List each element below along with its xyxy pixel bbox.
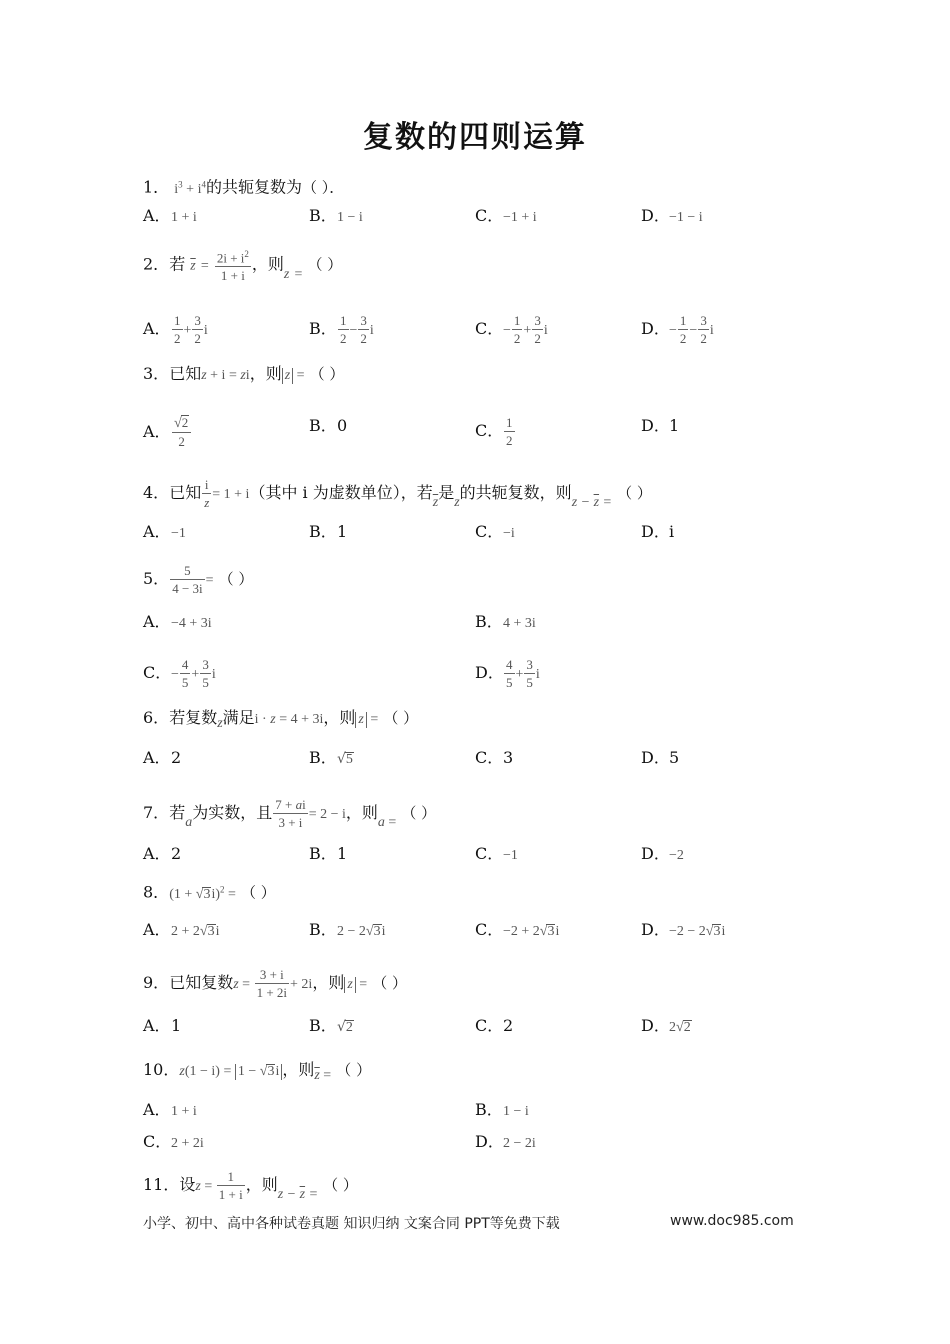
option-b[interactable]: B．0 [309, 416, 348, 435]
option-c[interactable]: C．2 [475, 1016, 514, 1035]
option-a[interactable]: A．2 [143, 748, 182, 767]
option-d[interactable]: D．− $\frac{1}{2}$ − $\frac{3}{2}$ i [641, 313, 714, 346]
footer-text: 小学、初中、高中各种试卷真题 知识归纳 文案合同 PPT等免费下载 [143, 1216, 560, 1232]
page-title: 复数的四则运算 [363, 120, 587, 155]
question-1: 1． $i^3 + i^4$的共轭复数为（ ）． [143, 177, 345, 197]
question-4: 4．已知 $\frac{i}{z}$ = 1 + i（其中 i 为虚数单位），若$\overline{z}$是z的共轭复数，则$z - \overline{z}$ = （ ） [143, 477, 652, 510]
option-d[interactable]: D．−1 − i [641, 206, 703, 225]
option-b[interactable]: B．4 + 3i [475, 612, 536, 631]
option-b[interactable]: B．2 − 2√3i [309, 920, 386, 939]
option-d[interactable]: D．2√2 [641, 1016, 691, 1035]
option-d[interactable]: D． $\frac{4}{5}$ + $\frac{3}{5}$ i [475, 657, 540, 690]
option-a[interactable]: A． $\frac{1}{2}$ + $\frac{3}{2}$ i [143, 313, 208, 346]
question-2: 2．若 $\overline{z}$ = $\frac{2i + i^2}{1 + i}$ ，则z = （ ） [143, 246, 342, 284]
option-a[interactable]: A．−4 + 3i [143, 612, 212, 631]
option-b[interactable]: B．1 − i [309, 206, 363, 225]
question-9: 9．已知复数z = $\frac{3 + i}{1 + 2i}$ + 2i，则 z = （ ） [143, 967, 408, 1000]
option-c[interactable]: C． $\frac{1}{2}$ [475, 415, 513, 448]
option-b[interactable]: B．1 [309, 844, 348, 863]
option-c[interactable]: C．−1 + i [475, 206, 537, 225]
option-c[interactable]: C．−i [475, 522, 515, 541]
option-d[interactable]: D．5 [641, 748, 680, 767]
question-7: 7．若a为实数，且 $\frac{7 + ai}{3 + i}$ = 2 − i，则a = （ ） [143, 797, 437, 830]
option-c[interactable]: C．− $\frac{4}{5}$ + $\frac{3}{5}$ i [143, 657, 216, 690]
option-d[interactable]: D．−2 − 2√3i [641, 920, 726, 939]
formula: $i^3 + i^4$ [174, 179, 206, 197]
option-c[interactable]: C．2 + 2i [143, 1132, 204, 1151]
option-c[interactable]: C．− $\frac{1}{2}$ + $\frac{3}{2}$ i [475, 313, 548, 346]
option-b[interactable]: B． $\frac{1}{2}$ − $\frac{3}{2}$ i [309, 313, 374, 346]
option-d[interactable]: D．i [641, 522, 675, 541]
option-a[interactable]: A．2 + 2√3i [143, 920, 220, 939]
question-5: 5． $\frac{5}{4 - 3i}$ = （ ） [143, 563, 254, 596]
option-c[interactable]: C．−1 [475, 844, 518, 863]
question-11: 11．设z = $\frac{1}{1 + i}$ ，则$z - \overline{z}$ = （ ） [143, 1169, 358, 1202]
option-a[interactable]: A．1 + i [143, 206, 197, 225]
option-b[interactable]: B．√2 [309, 1016, 353, 1035]
option-a[interactable]: A．1 [143, 1016, 182, 1035]
question-10: 10．z(1 − i) = 1 − √3i ，则$\overline{z}$ = （ ） [143, 1060, 372, 1083]
option-c[interactable]: C．−2 + 2√3i [475, 920, 560, 939]
question-6: 6．若复数z满足i · z = 4 + 3i，则 z = （ ） [143, 708, 419, 731]
option-d[interactable]: D．1 [641, 416, 680, 435]
option-a[interactable]: A．1 + i [143, 1100, 197, 1119]
footer-site-link[interactable]: www.doc985.com [670, 1213, 794, 1229]
option-b[interactable]: B．1 [309, 522, 348, 541]
option-d[interactable]: D．2 − 2i [475, 1132, 536, 1151]
option-a[interactable]: A．−1 [143, 522, 186, 541]
option-a[interactable]: A．2 [143, 844, 182, 863]
option-b[interactable]: B．√5 [309, 748, 353, 767]
option-c[interactable]: C．3 [475, 748, 514, 767]
option-a[interactable]: A． $\frac{√2}{2}$ [143, 414, 192, 450]
footer-banner [143, 1213, 794, 1233]
option-b[interactable]: B．1 − i [475, 1100, 529, 1119]
question-8: 8．$(1 + √3i)^2$ = （ ） [143, 882, 276, 902]
question-3: 3．已知z + i = zi，则 z = （ ） [143, 364, 345, 383]
option-d[interactable]: D．−2 [641, 844, 684, 863]
